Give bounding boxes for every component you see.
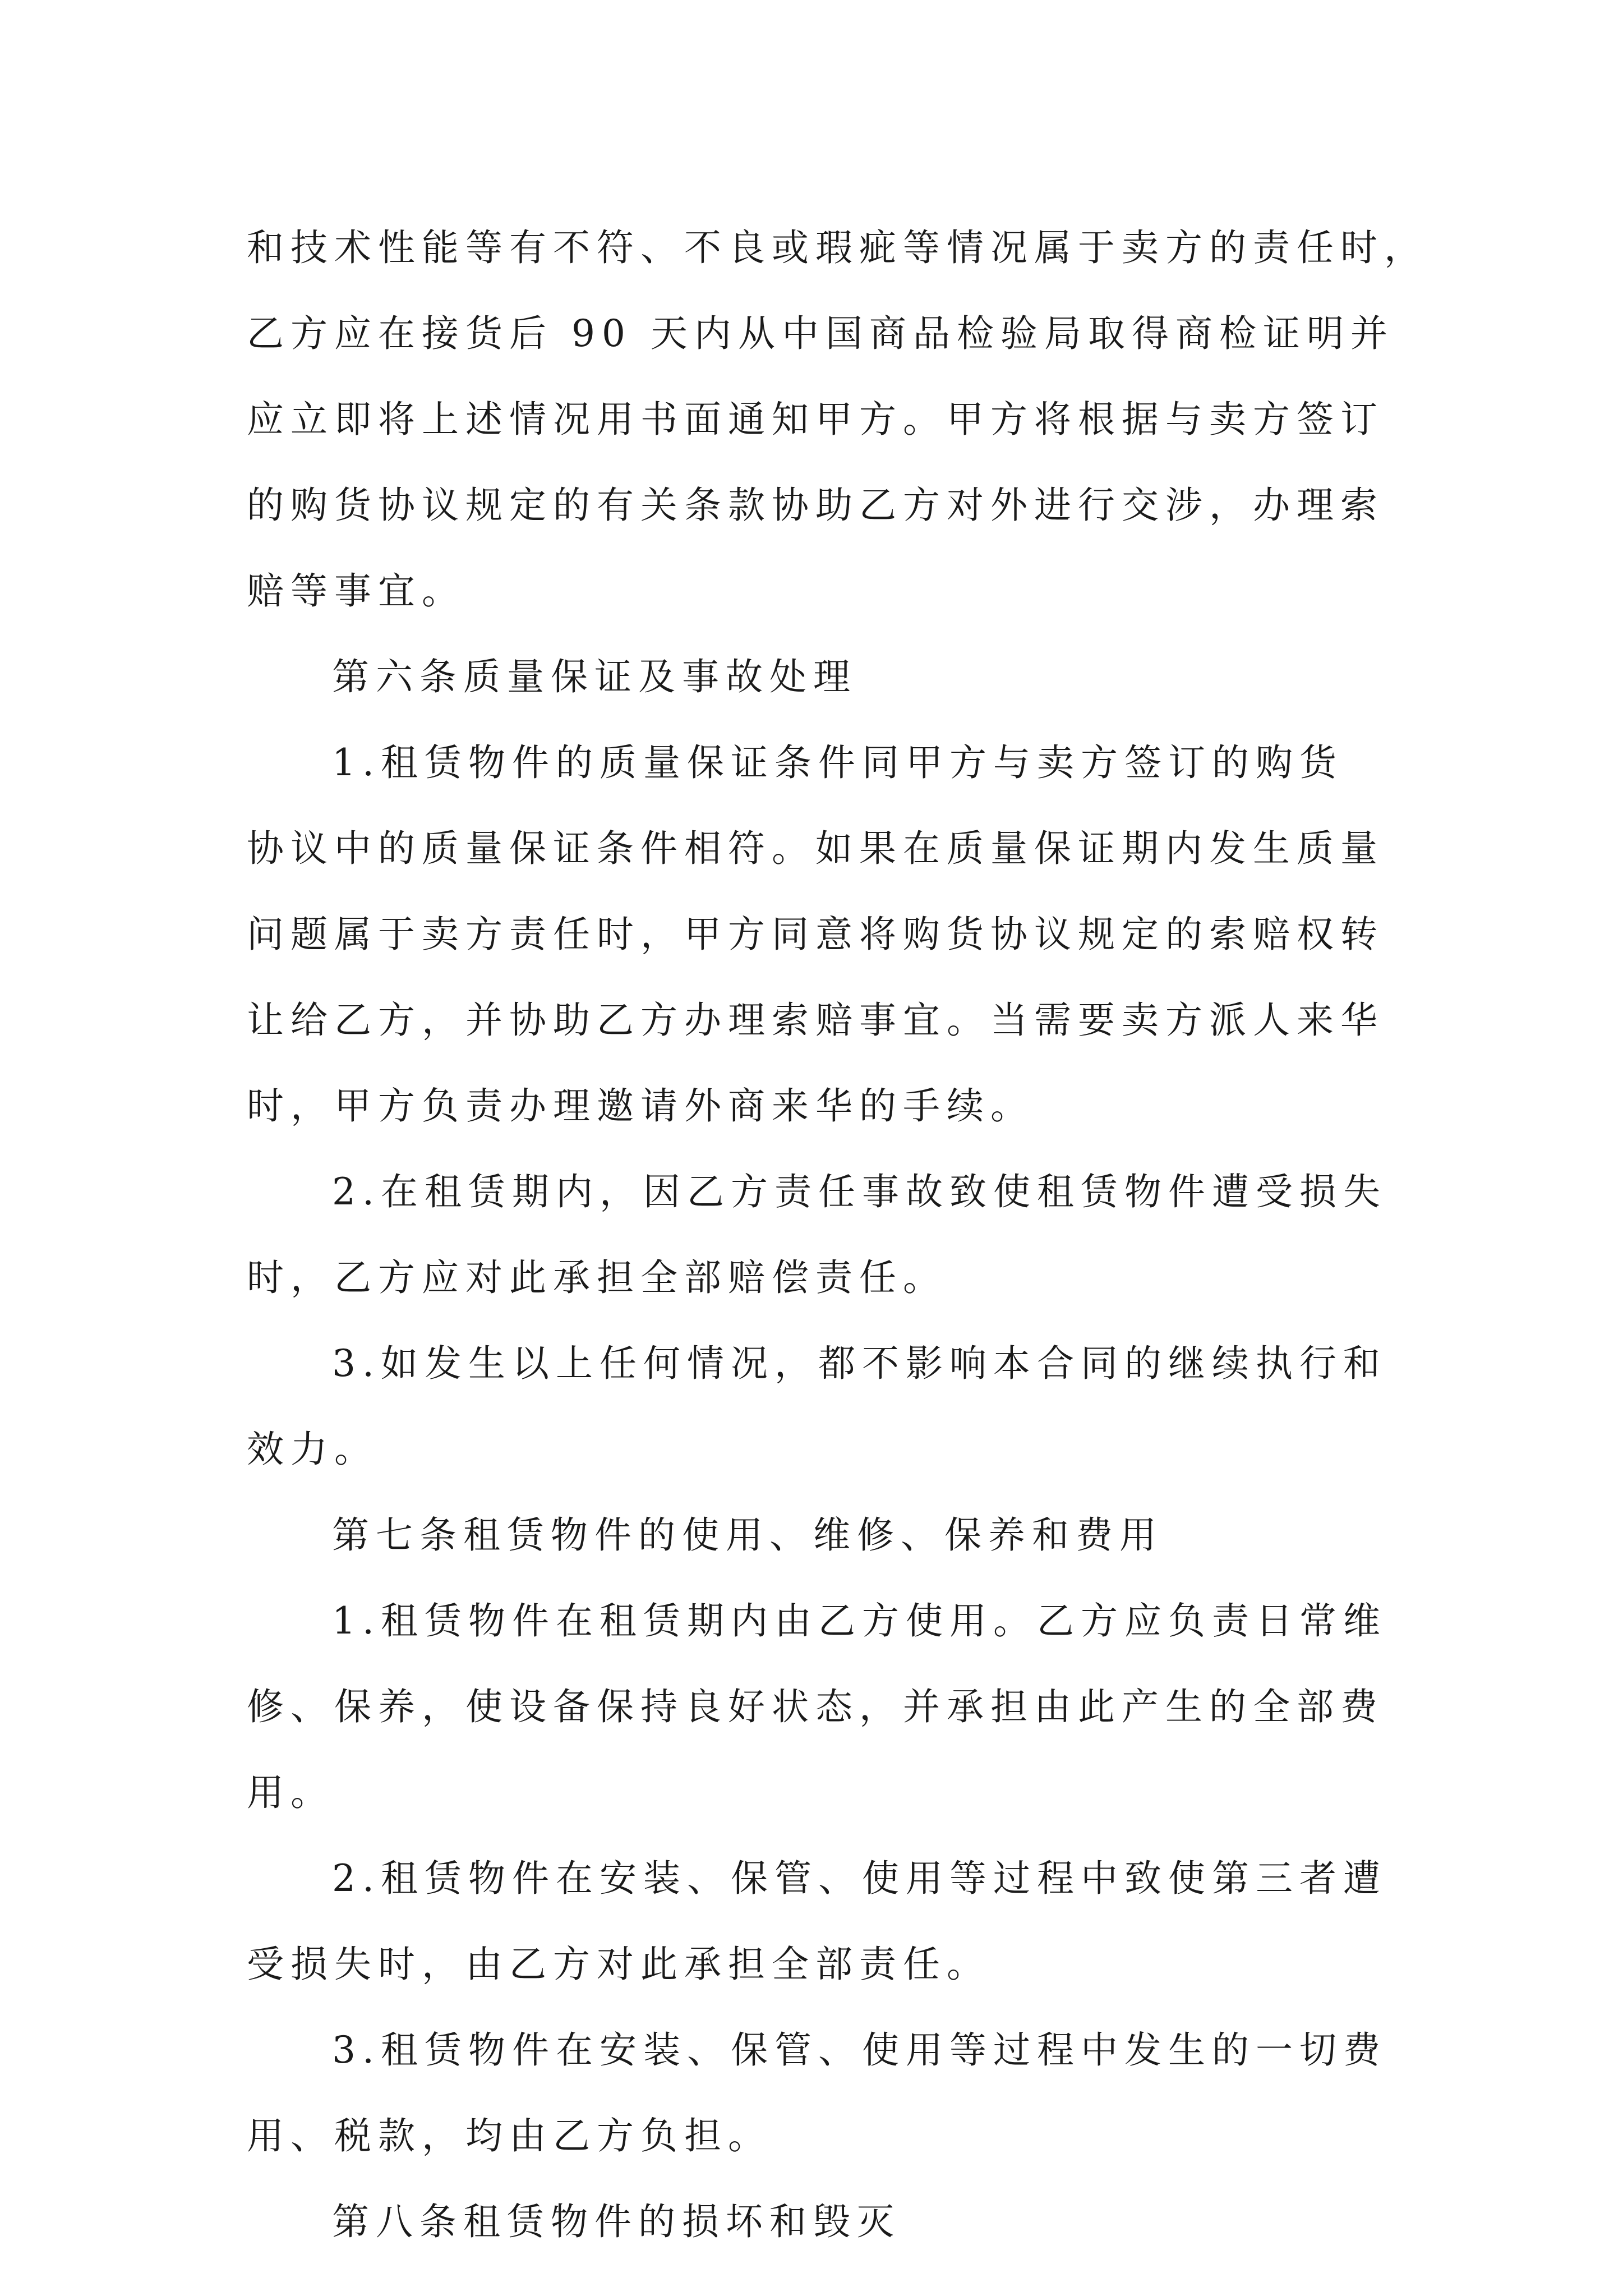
clause-text: 2.租赁物件在安装、保管、使用等过程中致使第三者遭 [332,1857,1387,1900]
text-line: 受损失时，由乙方对此承担全部责任。 [247,1943,990,1986]
text-line: 乙方应在接货后 90 天内从中国商品检验局取得商检证明并 [247,312,1394,355]
clause-text: 3.如发生以上任何情况，都不影响本合同的继续执行和 [332,1342,1387,1385]
text-line: 用、税款，均由乙方负担。 [247,2114,772,2157]
text-line: 和技术性能等有不符、不良或瑕疵等情况属于卖方的责任时， [247,226,1428,269]
text-line: 修、保养，使设备保持良好状态，并承担由此产生的全部费 [247,1685,1384,1728]
text-line: 让给乙方，并协助乙方办理索赔事宜。当需要卖方派人来华 [247,999,1384,1042]
section-heading: 第七条租赁物件的使用、维修、保养和费用 [332,1513,1163,1557]
clause-text: 1.租赁物件在租赁期内由乙方使用。乙方应负责日常维 [332,1599,1387,1642]
text-line: 时，甲方负责办理邀请外商来华的手续。 [247,1084,1034,1128]
text-line: 用。 [247,1771,334,1814]
text-line: 问题属于卖方责任时，甲方同意将购货协议规定的索赔权转 [247,913,1384,956]
text-line: 应立即将上述情况用书面通知甲方。甲方将根据与卖方签订 [247,398,1384,441]
clause-text: 3.租赁物件在安装、保管、使用等过程中发生的一切费 [332,2028,1387,2072]
clause-text: 2.在租赁期内，因乙方责任事故致使租赁物件遭受损失 [332,1170,1387,1213]
section-heading: 第六条质量保证及事故处理 [332,655,857,698]
text-line: 协议中的质量保证条件相符。如果在质量保证期内发生质量 [247,827,1384,870]
text-line: 赔等事宜。 [247,569,465,613]
text-line: 的购货协议规定的有关条款协助乙方对外进行交涉，办理索 [247,484,1384,527]
clause-text: 1.租赁物件的质量保证条件同甲方与卖方签订的购货 [332,741,1343,784]
section-heading: 第八条租赁物件的损坏和毁灭 [332,2200,901,2243]
document-body [247,205,1428,2265]
text-line: 效力。 [247,1428,378,1471]
text-line: 时，乙方应对此承担全部赔偿责任。 [247,1256,947,1299]
